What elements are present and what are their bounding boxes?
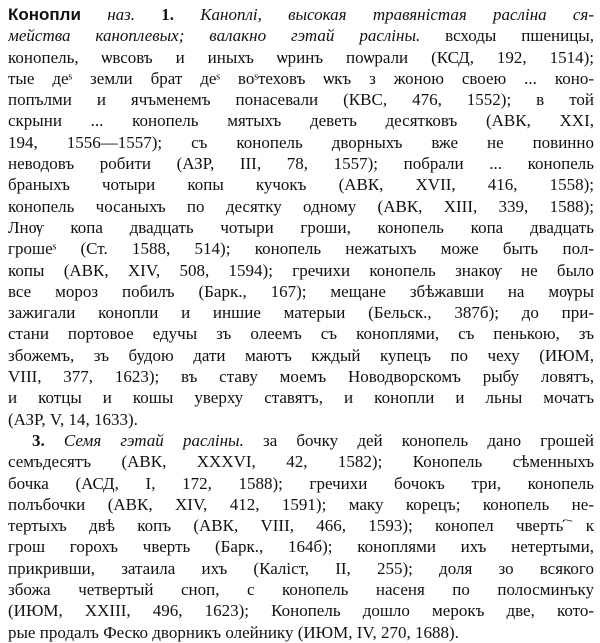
- citation-text: 194, 1556—1557); съ конопель дворныхъ вже не повинно: [8, 132, 594, 152]
- citation-text: (АЗР, V, 14, 1633).: [8, 409, 138, 429]
- text-line: [8, 473, 594, 494]
- headword: Конопли: [8, 5, 81, 24]
- text-line: [8, 558, 594, 579]
- citation-text: скрыни ... конопель мятыхъ деветь десятковъ (АВК, XXI,: [8, 111, 594, 131]
- text-line: [8, 302, 594, 323]
- text-line: [8, 281, 594, 302]
- text-line: [8, 387, 594, 408]
- text-line: [8, 409, 594, 430]
- text-line: [8, 25, 594, 46]
- text-line: [8, 110, 594, 131]
- text-line: [8, 323, 594, 344]
- citation-text: за бочку дей конопель дано грошей: [243, 430, 594, 450]
- citation-text: все мороз побилъ (Барк., 167); мещане збѣжавши на мѹры: [8, 281, 594, 301]
- citation-text: Лнѹ копа двадцать чотыри гроши, конопель копа двадцать: [8, 217, 594, 237]
- citation-text: браныхъ чотыри копы кучокъ (АВК, XVII, 416, 1558);: [8, 175, 594, 195]
- text-line: [8, 196, 594, 217]
- text-line: [8, 153, 594, 174]
- text-line: [8, 217, 594, 238]
- text-line: [8, 4, 594, 25]
- citation-text: прикривши, затаила ихъ (Каліст, II, 255); доля зо всякого: [8, 558, 594, 578]
- citation-text: всходы пшеницы,: [420, 26, 594, 46]
- text-line: [8, 345, 594, 366]
- citation-text: (ИЮМ, XXIII, 496, 1623); Конопель дошло мерокъ две, кото-: [8, 601, 594, 621]
- citation-text: конопель, ѡвсовъ и иныхъ ѡринъ поѡрали (КСД, 192, 1514);: [8, 47, 594, 67]
- citation-text: збожемъ, зъ будою дати маютъ кждый купецъ по чеху (ИЮМ,: [8, 345, 594, 365]
- text-line: [8, 89, 594, 110]
- citation-text: бочка (АСД, I, 172, 1588); гречихи бочокъ три, конопель: [8, 473, 594, 493]
- text-line: [8, 451, 594, 472]
- text-line: [8, 622, 594, 643]
- text-line: [8, 47, 594, 68]
- sense-number: 1.: [161, 5, 175, 24]
- text-line: [8, 579, 594, 600]
- citation-text: и котцы и кошы уверху ставятъ, и конопли и льны мочатъ: [8, 388, 594, 408]
- citation-text: семъдесятъ (АВК, XXXVI, 42, 1582); Конопель сѣменныхъ: [8, 452, 594, 472]
- text-line: [8, 260, 594, 281]
- text-line: [8, 174, 594, 195]
- citation-text: зажигали конопли и иншие матерыи (Бельск., 387б); до при-: [8, 303, 594, 323]
- definition-gloss: Каноплі, высокая травяністая расліна ся-: [174, 5, 594, 24]
- definition-gloss: мейства каноплевых; валакно гэтай расліны.: [8, 26, 421, 46]
- citation-text: збожа четвертый сноп, с конопель насеня по полосминъку: [8, 580, 594, 600]
- text-line: [8, 366, 594, 387]
- citation-text: неводовъ робити (АЗР, III, 78, 1557); побрали ... конопель: [8, 154, 594, 174]
- text-line: [8, 68, 594, 89]
- definition-gloss: Семя гэтай расліны.: [44, 430, 244, 450]
- citation-text: стани портовое едучы зъ олеемъ съ коноплями, съ пенькою, зъ: [8, 324, 594, 344]
- definition-gloss: наз.: [80, 5, 162, 24]
- text-line: [8, 430, 594, 451]
- citation-text: полъбочки (АВК, XIV, 412, 1591); маку корецъ; конопель не-: [8, 494, 594, 514]
- dictionary-entry: [8, 4, 594, 643]
- sense-number: 3.: [32, 430, 45, 450]
- text-line: [8, 494, 594, 515]
- text-line: [8, 238, 594, 259]
- citation-text: рые продалъ Феско дворникъ олейнику (ИЮМ, IV, 270, 1688).: [8, 622, 459, 642]
- citation-text: конопель чосаныхъ по десятку одному (АВК, XIII, 339, 1588);: [8, 196, 594, 216]
- text-line: [8, 515, 594, 536]
- sense-paragraph: [8, 430, 594, 643]
- text-line: [8, 600, 594, 621]
- citation-text: грош горохъ чверть (Барк., 164б); коноплями ихъ нетертыми,: [8, 537, 594, 557]
- citation-text: VIII, 377, 1623); въ ставу моемъ Новодворскомъ рыбу ловятъ,: [8, 367, 594, 387]
- citation-text: тые деˢ земли брат деˢ воˢтеховъ ѡкъ з жоною своею ... коно-: [8, 68, 594, 88]
- text-line: [8, 536, 594, 557]
- citation-text: тертыхъ двѣ копъ (АВК, VIII, 466, 1593); конопел чверть ҇к: [8, 516, 594, 536]
- sense-paragraph: [8, 4, 594, 430]
- citation-text: грошеˢ (Ст. 1588, 514); конопель нежатыхъ може быть пол-: [8, 239, 594, 259]
- citation-text: попълми и ячъменемъ понасевали (КВС, 476, 1552); в той: [8, 90, 594, 110]
- text-line: [8, 132, 594, 153]
- citation-text: копы (АВК, XIV, 508, 1594); гречихи конопель знакѹ не было: [8, 260, 594, 280]
